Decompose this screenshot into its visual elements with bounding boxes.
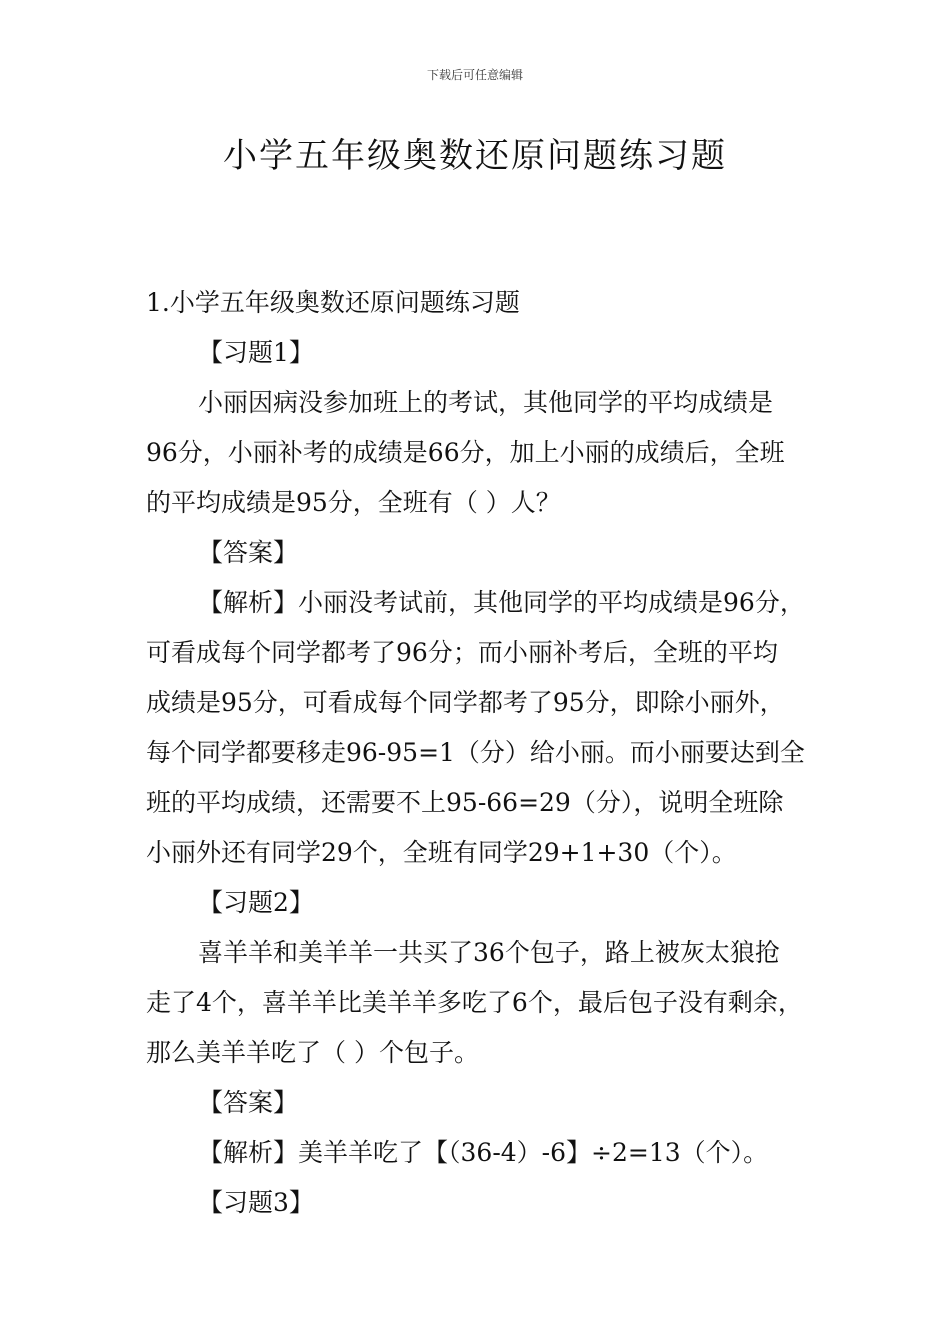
text-line: 【习题2】 bbox=[198, 888, 314, 917]
text-line: 1.小学五年级奥数还原问题练习题 bbox=[146, 288, 520, 317]
text-line: 走了4个，喜羊羊比美羊羊多吃了6个，最后包子没有剩余， bbox=[146, 988, 803, 1017]
text-line: 【习题1】 bbox=[198, 338, 314, 367]
text-line: 【答案】 bbox=[198, 538, 299, 567]
text-line: 【解析】美羊羊吃了【（36-4）-6】÷2=13（个）。 bbox=[198, 1138, 769, 1167]
text-line: 班的平均成绩，还需要不上95-66=29（分），说明全班除 bbox=[146, 788, 784, 817]
text-line: 每个同学都要移走96-95=1（分）给小丽。而小丽要达到全 bbox=[146, 738, 805, 767]
header-note: 下载后可任意编辑 bbox=[426, 68, 523, 82]
text-line: 可看成每个同学都考了96分；而小丽补考后，全班的平均 bbox=[146, 638, 778, 667]
text-line: 小丽外还有同学29个，全班有同学29+1+30（个）。 bbox=[146, 838, 737, 867]
text-line: 的平均成绩是95分，全班有（ ）人？ bbox=[146, 488, 561, 517]
text-line: 96分，小丽补考的成绩是66分，加上小丽的成绩后，全班 bbox=[146, 438, 785, 467]
document-title: 小学五年级奥数还原问题练习题 bbox=[223, 136, 727, 176]
text-line: 【解析】小丽没考试前，其他同学的平均成绩是96分， bbox=[198, 588, 805, 617]
text-line: 那么美羊羊吃了（ ）个包子。 bbox=[146, 1038, 479, 1067]
text-line: 小丽因病没参加班上的考试，其他同学的平均成绩是 bbox=[198, 388, 774, 417]
text-line: 【习题3】 bbox=[198, 1188, 314, 1217]
document-body bbox=[146, 278, 826, 1228]
text-line: 喜羊羊和美羊羊一共买了36个包子，路上被灰太狼抢 bbox=[198, 938, 780, 967]
text-line: 成绩是95分，可看成每个同学都考了95分，即除小丽外， bbox=[146, 688, 785, 717]
text-line: 【答案】 bbox=[198, 1088, 299, 1117]
